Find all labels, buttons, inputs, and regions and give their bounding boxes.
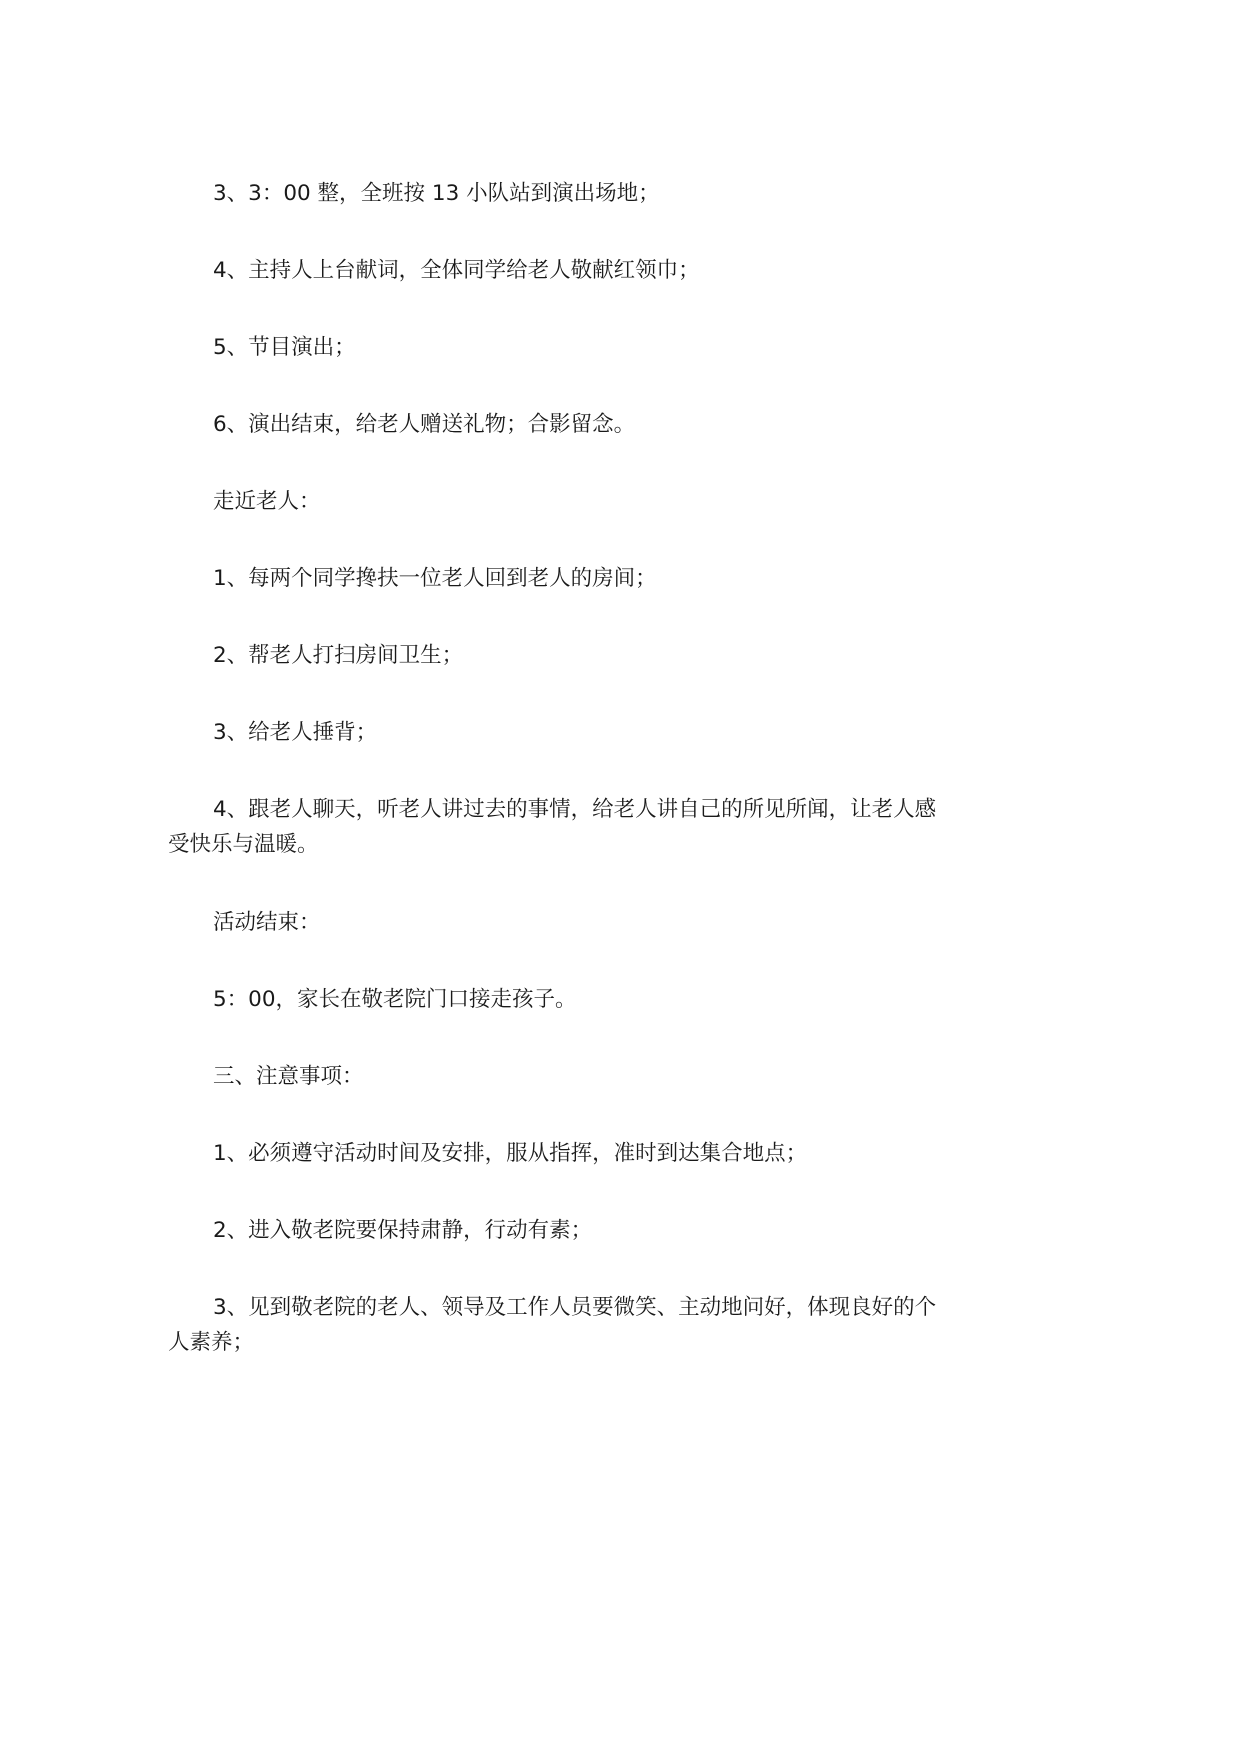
- step-line-chat: 4、跟老人聊天，听老人讲过去的事情，给老人讲自己的所见所闻，让老人感受快乐与温暖。: [168, 797, 937, 857]
- section-heading-activity-end: 活动结束：: [213, 910, 321, 935]
- section-heading-notes: 三、注意事项：: [213, 1064, 364, 1089]
- step-line-performance-end: 6、演出结束，给老人赠送礼物；合影留念。: [213, 412, 636, 437]
- step-line-lineup: 3、3：00 整，全班按 13 小队站到演出场地；: [213, 181, 660, 206]
- section-heading-visit-elders: 走近老人：: [213, 489, 321, 514]
- note-line-quiet: 2、进入敬老院要保持肃静，行动有素；: [213, 1218, 593, 1243]
- step-line-performance: 5、节目演出；: [213, 335, 356, 360]
- note-line-schedule: 1、必须遵守活动时间及安排，服从指挥，准时到达集合地点；: [213, 1141, 808, 1166]
- step-line-back-massage: 3、给老人捶背；: [213, 720, 378, 745]
- note-line-greeting: 3、见到敬老院的老人、领导及工作人员要微笑、主动地问好，体现良好的个人素养；: [168, 1295, 937, 1355]
- step-line-cleaning: 2、帮老人打扫房间卫生；: [213, 643, 464, 668]
- pickup-line: 5：00，家长在敬老院门口接走孩子。: [213, 987, 577, 1012]
- step-line-host-speech: 4、主持人上台献词，全体同学给老人敬献红领巾；: [213, 258, 700, 283]
- step-line-escort: 1、每两个同学搀扶一位老人回到老人的房间；: [213, 566, 657, 591]
